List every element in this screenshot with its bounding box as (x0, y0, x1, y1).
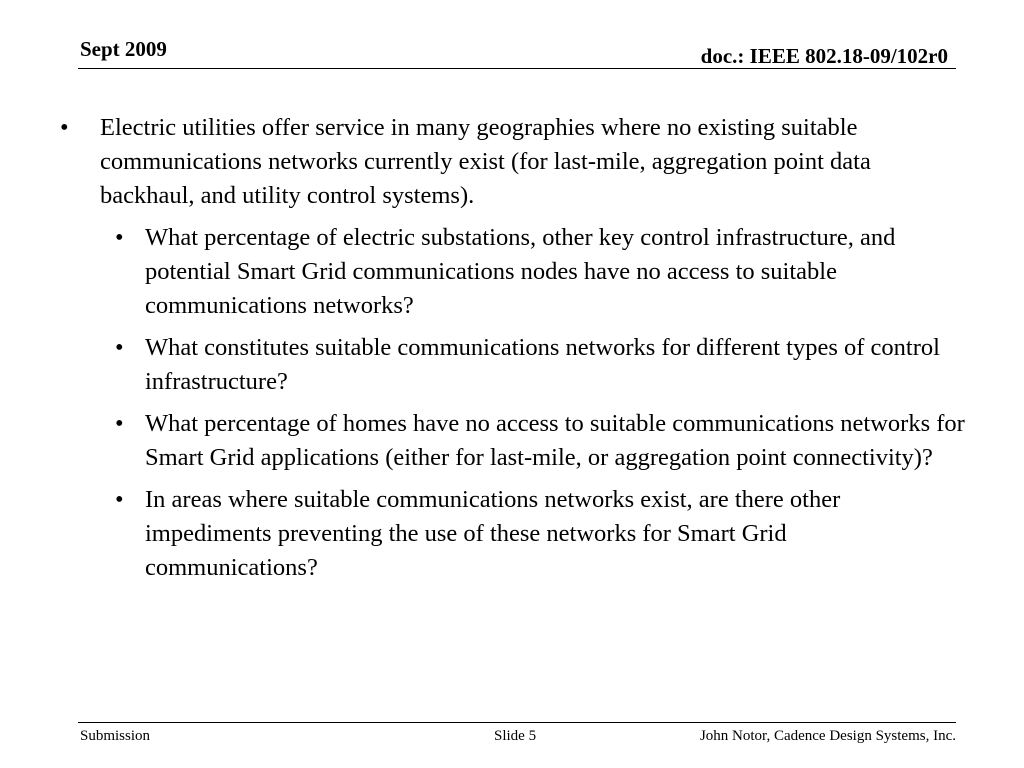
sub-bullet-item (60, 331, 965, 399)
bullet-marker: • (60, 114, 69, 141)
bullet-marker: • (115, 334, 124, 361)
slide-number: Slide 5 (494, 728, 537, 744)
bullet-marker: • (115, 486, 124, 513)
footer-submission: Submission (80, 728, 151, 744)
slide-body (60, 111, 965, 585)
sub-bullet-text: What percentage of electric substations, other key control infrastructure, and potential Smart Grid communications nodes have no access to suitable communications networks? (145, 224, 896, 319)
header-date: Sept 2009 (80, 37, 167, 61)
sub-bullet-text: In areas where suitable communications networks exist, are there other impediments preventing the use of these networks for Smart Grid communications? (145, 486, 841, 581)
sub-bullet-item (60, 483, 965, 585)
header-divider (78, 68, 956, 69)
sub-bullet-text: What percentage of homes have no access to suitable communications networks for Smart Grid applications (either for last-mile, or aggregation point connectivity)? (145, 410, 965, 471)
main-bullet-item (60, 111, 965, 213)
sub-bullet-item (60, 407, 965, 475)
document-id: doc.: IEEE 802.18-09/102r0 (700, 44, 948, 68)
sub-bullet-item (60, 221, 965, 323)
bullet-marker: • (115, 410, 124, 437)
footer-divider (78, 722, 956, 723)
bullet-marker: • (115, 224, 124, 251)
sub-bullet-text: What constitutes suitable communications networks for different types of control infrastructure? (145, 334, 940, 395)
main-bullet-text: Electric utilities offer service in many geographies where no existing suitable communications networks currently exist (for last-mile, aggregation point data backhaul, and utility control systems). (100, 114, 871, 209)
footer-author: John Notor, Cadence Design Systems, Inc. (699, 728, 956, 744)
